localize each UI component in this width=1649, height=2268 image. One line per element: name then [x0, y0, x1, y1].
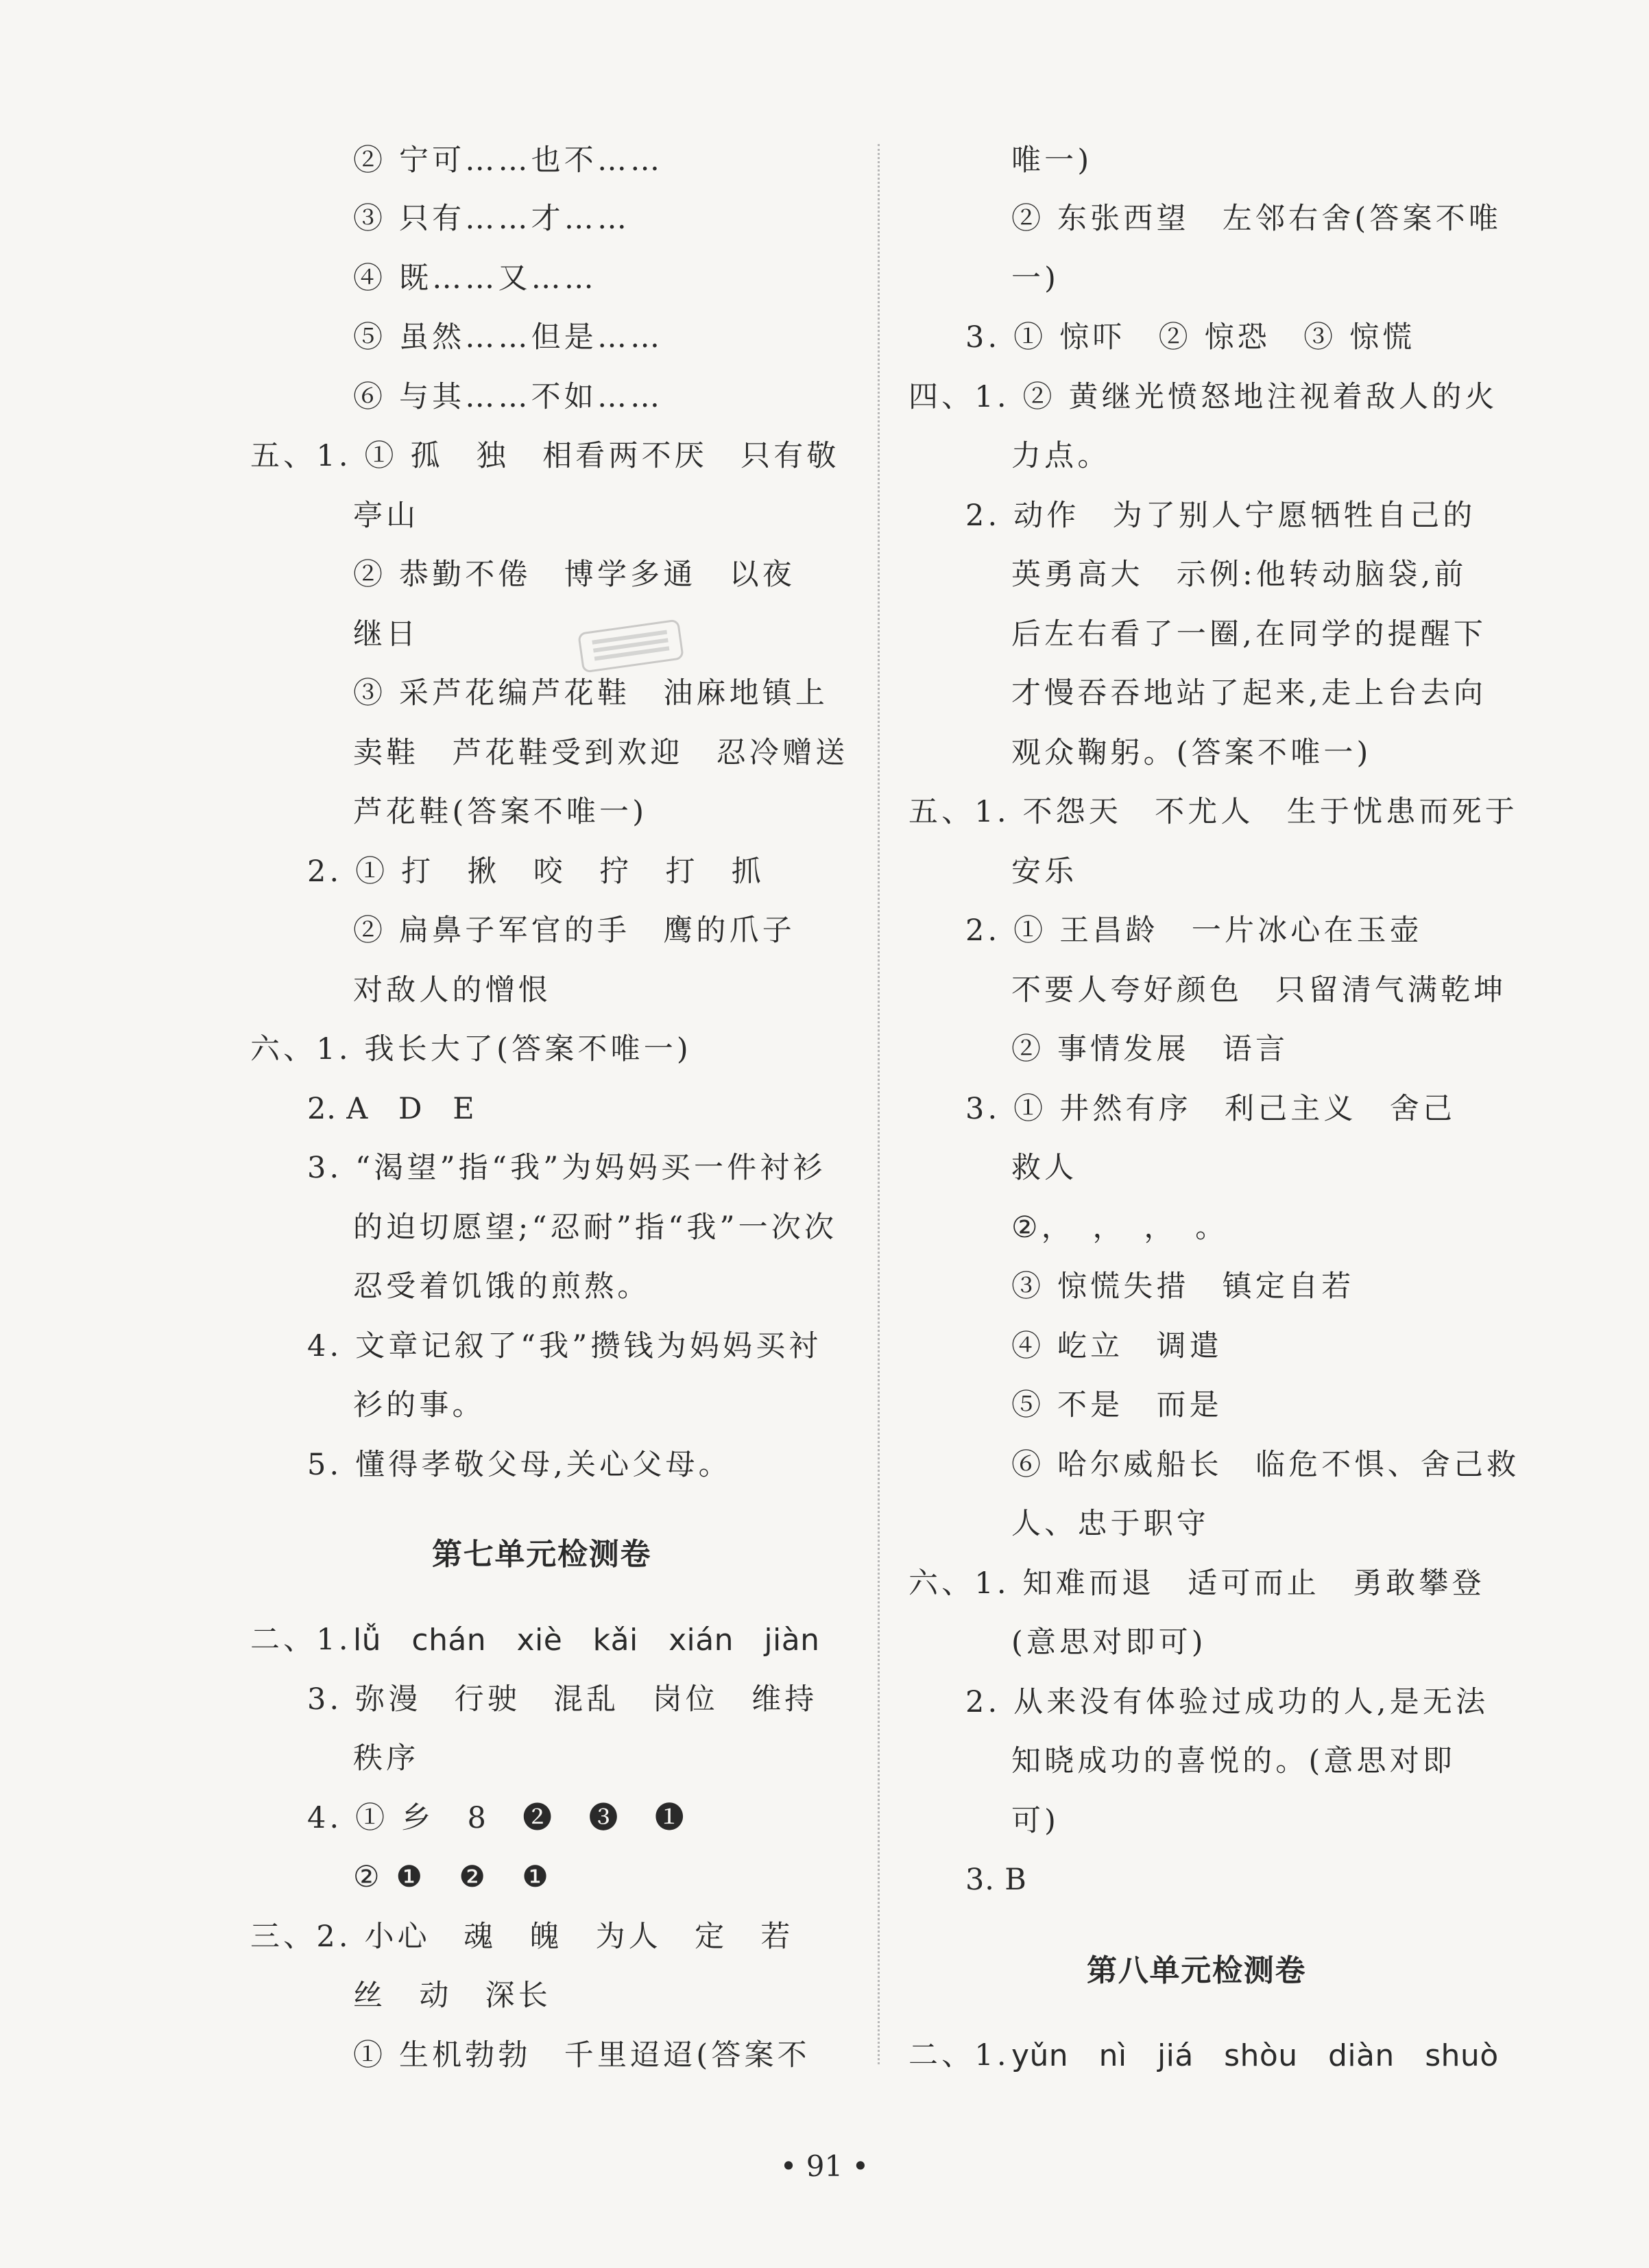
answer-line: 5. 懂得孝敬父母,关心父母。 — [307, 1448, 732, 1482]
answer-line: 一) — [1011, 261, 1060, 296]
answer-line: 芦花鞋(答案不唯一) — [353, 795, 648, 829]
answer-line: 六、1. 我长大了(答案不唯一) — [250, 1032, 692, 1066]
answer-line: 英勇高大 示例:他转动脑袋,前 — [1011, 558, 1467, 592]
answer-line: ③ 惊慌失措 镇定自若 — [1011, 1269, 1355, 1304]
answer-line: 救人 — [1011, 1151, 1078, 1185]
answer-line: ② 事情发展 语言 — [1011, 1032, 1289, 1066]
answer-line: 3. B — [965, 1863, 1027, 1897]
answer-line: 丝 动 深长 — [353, 1979, 551, 2013]
answer-line: ⑥ 哈尔威船长 临危不惧、舍己救 — [1011, 1448, 1520, 1482]
answer-line: 3. “渴望”指“我”为妈妈买一件衬衫 — [307, 1151, 826, 1185]
answer-line: ② 宁可……也不…… — [353, 143, 664, 178]
answer-line: ① 生机勃勃 千里迢迢(答案不 — [353, 2038, 810, 2073]
answer-line: ② 东张西望 左邻右舍(答案不唯 — [1011, 202, 1502, 236]
answer-line: 的迫切愿望;“忍耐”指“我”一次次 — [353, 1210, 838, 1245]
answer-line: 3. 弥漫 行驶 混乱 岗位 维持 — [307, 1682, 818, 1717]
section-heading: 第七单元检测卷 — [432, 1537, 652, 1572]
answer-line: 五、1. 不怨天 不尤人 生于忧患而死于 — [908, 795, 1518, 829]
answer-line: 安乐 — [1011, 855, 1078, 889]
answer-line: ⑤ 不是 而是 — [1011, 1388, 1223, 1422]
answer-line: 知晓成功的喜悦的。(意思对即 — [1011, 1744, 1456, 1778]
page-number: • 91 • — [780, 2149, 869, 2183]
answer-line: 二、1. — [908, 2038, 1010, 2073]
answer-line: 六、1. 知难而退 适可而止 勇敢攀登 — [908, 1566, 1485, 1601]
pinyin-line: lǚ chán xiè kǎi xián jiàn — [353, 1623, 820, 1658]
answer-line: 秩序 — [353, 1741, 420, 1776]
answer-line: 3. ① 惊吓 ② 惊恐 ③ 惊慌 — [965, 320, 1416, 355]
answer-line: 卖鞋 芦花鞋受到欢迎 忍冷赠送 — [353, 736, 849, 770]
answer-line: ② 扁鼻子军官的手 鹰的爪子 — [353, 914, 795, 948]
answer-line: ② ❶ ❷ ❶ — [353, 1860, 552, 1894]
answer-line: (意思对即可) — [1011, 1625, 1207, 1660]
answer-line: 2. ① 打 揪 咬 拧 打 抓 — [307, 855, 765, 889]
answer-line: 继日 — [353, 617, 420, 652]
answer-line: 2. 从来没有体验过成功的人,是无法 — [965, 1685, 1489, 1719]
answer-line: 4. ① 乡 8 ❷ ❸ ❶ — [307, 1801, 688, 1835]
answer-line: ④ 屹立 调遣 — [1011, 1329, 1223, 1363]
pinyin-line: yǔn nì jiá shòu diàn shuò — [1011, 2038, 1499, 2073]
answer-line: 3. ① 井然有序 利己主义 舍己 — [965, 1092, 1456, 1126]
answer-line: 4. 文章记叙了“我”攒钱为妈妈买衬 — [307, 1329, 822, 1363]
answer-line: 才慢吞吞地站了起来,走上台去向 — [1011, 676, 1487, 711]
answer-line: ③ 采芦花编芦花鞋 油麻地镇上 — [353, 676, 829, 711]
answer-line: ② 恭勤不倦 博学多通 以夜 — [353, 558, 795, 592]
answer-line: 二、1. — [250, 1623, 352, 1657]
answer-line: ③ 只有……才…… — [353, 202, 631, 236]
stamp-mark — [577, 619, 685, 673]
answer-line: 三、2. 小心 魂 魄 为人 定 若 — [250, 1920, 794, 1954]
answer-line: ⑥ 与其……不如…… — [353, 380, 664, 414]
answer-line: 五、1. ① 孤 独 相看两不厌 只有敬 — [250, 439, 840, 473]
answer-line: 2. A D E — [307, 1092, 475, 1126]
answer-line: 2. 动作 为了别人宁愿牺牲自己的 — [965, 499, 1476, 533]
answer-line: 忍受着饥饿的煎熬。 — [353, 1269, 651, 1304]
answer-line: 后左右看了一圈,在同学的提醒下 — [1011, 617, 1487, 652]
answer-line: 四、1. ② 黄继光愤怒地注视着敌人的火 — [908, 380, 1498, 414]
answer-line: 人、忠于职守 — [1011, 1507, 1209, 1541]
answer-line: 力点。 — [1011, 439, 1111, 473]
answer-line: 对敌人的憎恨 — [353, 973, 551, 1007]
answer-line: ②， ， ， 。 — [1011, 1210, 1229, 1245]
answer-line: 2. ① 王昌龄 一片冰心在玉壶 — [965, 914, 1423, 948]
answer-line: ⑤ 虽然……但是…… — [353, 320, 664, 355]
answer-line: 可) — [1011, 1804, 1060, 1838]
answer-line: 观众鞠躬。(答案不唯一) — [1011, 736, 1372, 770]
answer-line: ④ 既……又…… — [353, 261, 597, 296]
column-divider — [878, 144, 880, 2064]
answer-line: 唯一) — [1011, 143, 1093, 178]
answer-line: 衫的事。 — [353, 1388, 485, 1422]
section-heading: 第八单元检测卷 — [1087, 1953, 1307, 1988]
answer-line: 亭山 — [353, 499, 420, 533]
answer-line: 不要人夸好颜色 只留清气满乾坤 — [1011, 973, 1507, 1007]
